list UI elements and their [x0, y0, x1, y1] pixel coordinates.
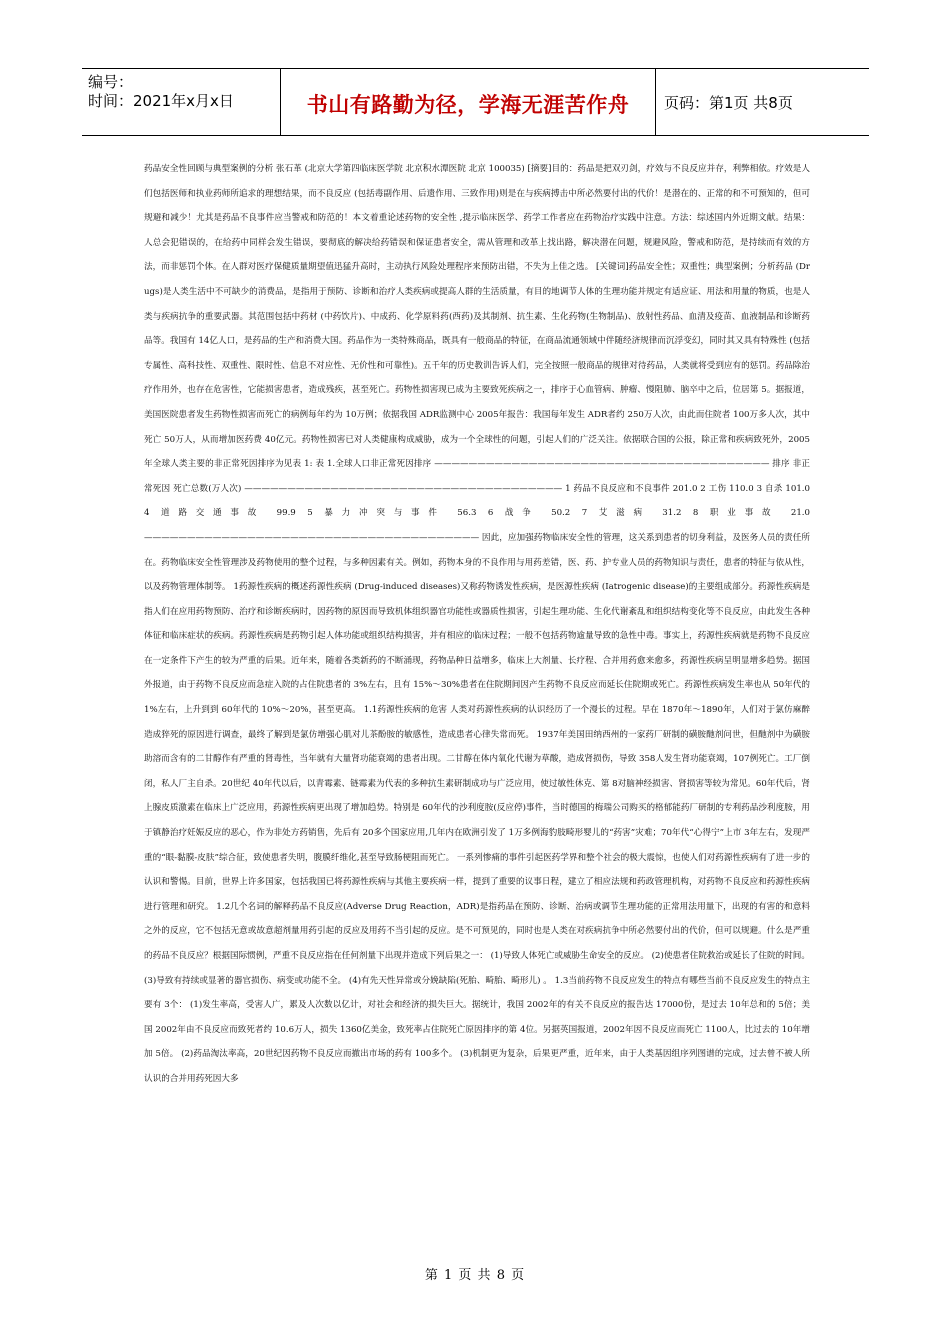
header-meta: [88, 73, 234, 111]
header-motto: 书山有路勤为径，学海无涯苦作舟: [306, 93, 630, 117]
page-footer: 第 1 页 共 8 页: [424, 1268, 526, 1283]
document-number-label: 编号：: [88, 73, 134, 91]
document-time-label: 时间：2021年x月x日: [88, 92, 234, 110]
header-divider: [655, 69, 656, 135]
article-body: 药品安全性回顾与典型案例的分析 张石革 (北京大学第四临床医学院 北京积水潭医院 北京 100035) [摘要]目的：药品是把双刃剑，疗效与不良反应并存，利弊相依。疗效是人们包括医师和执业药师所追求的理想结果，而不良反应 (包括毒副作用、后遗作用、三致作用)则是在与疾病搏击中所必然要付出的代价！是潜在的、正常的和不可预知的，但可规避和减少！尤其是药品不良事件应当警戒和防范的！本文着重论述药物的安全性 ,提示临床医学、药学工作者应在药物治疗实践中注意。方法：综述国内外近期文献。结果：人总会犯错误的，在给药中同样会发生错误，要彻底的解决给药错误和保证患者安全，需从管理和改革上找出路，解决潜在问题，规避风险，警戒和防范，是持续而有效的方法，而非惩罚个体。在人群对医疗保健质量期望值迅猛升高时，主动执行风险处理程序来预防出错，不失为上佳之选。 [关键词]药品安全性；双重性；典型案例；分析药品 (Drugs)是人类生活中不可缺少的消费品，是指用于预防、诊断和治疗人类疾病或提高人群的生活质量，有目的地调节人体的生理功能并规定有适应证、用法和用量的物质，也是人类与疾病抗争的重要武器。其范围包括中药材 (中药饮片)、中成药、化学原料药(西药)及其制剂、抗生素、生化药物(生物制品)、放射性药品、血清及疫苗、血液制品和诊断药品等。我国有 14亿人口，是药品的生产和消费大国。药品作为一类特殊商品，既具有一般商品的特征，在商品流通领域中伴随经济规律而沉浮变幻，同时其又具有特殊性 (包括专属性、高科技性、双重性、限时性、信息不对应性、无价性和可靠性)。五千年的历史教训告诉人们，完全按照一般商品的规律对待药品，人类就将受到应有的惩罚。药品除治疗作用外，也存在危害性，它能损害患者，造成残疾，甚至死亡。药物性损害现已成为主要致死疾病之一，排序于心血管病、肿瘤、慢阻肺、脑卒中之后，位居第 5。据报道，美国医院患者发生药物性损害而死亡的病例每年约为 10万例；依据我国 ADR监测中心 2005年报告：我国每年发生 ADR者约 250万人次，由此而住院者 100万多人次，其中死亡 50万人，从而增加医药费 40亿元。药物性损害已对人类健康构成威胁，成为一个全球性的问题，引起人们的广泛关注。依据联合国的公报，除正常和疾病致死外，2005年全球人类主要的非正常死因排序为见表 1: 表 1.全球人口非正常死因排序 ——————————————————————————————————————— 排序 非正常死因 死亡总数(万人次) ————————————————————————————————————— 1 药品不良反应和不良事件 201.0 2 工伤 110.0 3 自杀 101.0 4 道路交通事故 99.9 5 暴力冲突与事件 56.3 6 战争 50.2 7 艾滋病 31.2 8 职业事故 21.0 ——————————————————————————————————————— 因此，应加强药物临床安全性的管理，这关系到患者的切身利益，及医务人员的责任所在。药物临床安全性管理涉及药物使用的整个过程，与多种因素有关。例如，药物本身的不良作用与用药差错，医、药、护专业人员的药物知识与责任，患者的特征与依从性，以及药物管理体制等。 1药源性疾病的概述药源性疾病 (Drug-induced diseases)又称药物诱发性疾病，是医源性疾病 (Iatrogenic disease)的主要组成部分。药源性疾病是指人们在应用药物预防、治疗和诊断疾病时，因药物的原因而导致机体组织器官功能性或器质性损害，引起生理功能、生化代谢紊乱和组织结构变化等不良反应，由此发生各种体征和临床症状的疾病。药源性疾病是药物引起人体功能或组织结构损害，并有相应的临床过程；一般不包括药物逾量导致的急性中毒。事实上，药源性疾病就是药物不良反应在一定条件下产生的较为严重的后果。近年来，随着各类新药的不断涌现，药物品种日益增多，临床上大剂量、长疗程、合并用药愈来愈多，药源性疾病呈明显增多趋势。据国外报道，由于药物不良反应而急症入院的占住院患者的 3%左右，且有 15%～30%患者在住院期间因产生药物不良反应而延长住院期或死亡。药源性疾病发生率也从 50年代的 1%左右，上升到到 60年代的 10%～20%，甚至更高。 1.1药源性疾病的危害 人类对药源性疾病的认识经历了一个漫长的过程。早在 1870年～1890年，人们对于氯仿麻醉造成猝死的原因进行调查，最终了解到是氯仿增强心肌对儿茶酚胺的敏感性，造成患者心律失常而死。 1937年美国田纳西州的一家药厂研制的磺胺酏剂问世，但酏剂中为磺胺助溶而含有的二甘醇作有严重的肾毒性，当年就有大量肾功能衰竭的患者出现。二甘醇在体内氧化代谢为草酸，造成肾损伤，导致 358人发生肾功能衰竭，107例死亡。工厂倒闭，私人厂主自杀。20世纪 40年代以后，以青霉素、链霉素为代表的多种抗生素研制成功与广泛应用，使过敏性休克、第 8对脑神经损害、肾损害等较为常见。60年代后，肾上腺皮质激素在临床上广泛应用，药源性疾病更出现了增加趋势。特别是 60年代的沙利度胺(反应停)事件，当时德国的梅瑞公司购买的格郁能药厂研制的专利药品沙利度胺，用于镇静治疗妊娠反应的恶心，作为非处方药销售，先后有 20多个国家应用,几年内在欧洲引发了 1万多例海豹肢畸形婴儿的“药害”灾难；70年代“心得宁”上市 3年左右，发现严重的“眼-黏膜-皮肤”综合征，致使患者失明，腹膜纤维化,甚至导致肠梗阻而死亡。 一系列惨痛的事件引起医药学界和整个社会的极大震惊，也使人们对药源性疾病有了进一步的认识和警惕。目前，世界上许多国家，包括我国已将药源性疾病与其他主要疾病一样，提到了重要的议事日程，建立了相应法规和药政管理机构，对药物不良反应和药源性疾病进行管理和研究。 1.2几个名词的解释药品不良反应(Adverse Drug Reaction，ADR)是指药品在预防、诊断、治病或调节生理功能的正常用法用量下，出现的有害的和意料之外的反应，它不包括无意或故意超剂量用药引起的反应及用药不当引起的反应。是不可预见的，同时也是人类在对疾病抗争中所必然要付出的代价，但可以规避。什么是严重的药品不良反应？根据国际惯例，严重不良反应指在任何剂量下出现并造成下列后果之一： (1)导致人体死亡或威胁生命安全的反应。 (2)使患者住院救治或延长了住院的时间。 (3)导致有持续或显著的器官损伤、病变或功能不全。 (4)有先天性异常或分娩缺陷(死胎、畸胎、畸形儿) 。 1.3当前药物不良反应发生的特点有哪些当前不良反应发生的特点主要有 3个： (1)发生率高，受害人广，累及人次数以亿计，对社会和经济的损失巨大。据统计，我国 2002年的有关不良反应的报告达 17000份，是过去 10年总和的 5倍；美国 2002年由不良反应而致死者约 10.6万人，损失 1360亿美金，致死率占住院死亡原因排序的第 4位。另据英国报道，2002年因不良反应而死亡 1100人，比过去的 10年增加 5倍。 (2)药品淘汰率高，20世纪因药物不良反应而撤出市场的药有 100多个。 (3)机制更为复杂，后果更严重，近年来，由于人类基因组序列图谱的完成，过去曾不被人所认识的合并用药死因大多: [144, 164, 810, 1084]
document-header: [82, 68, 869, 136]
header-page-number: 页码：第1页 共8页: [664, 94, 793, 112]
